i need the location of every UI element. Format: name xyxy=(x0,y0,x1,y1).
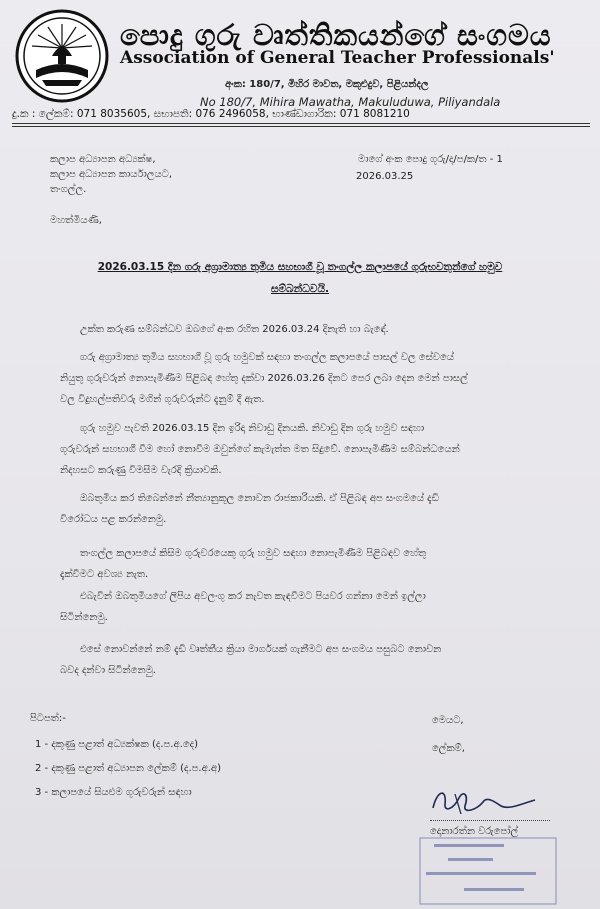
signatory-name: දොනාරත්න වරුපෝල් xyxy=(430,826,519,837)
paragraph-line: බවද දන්වා සිටින්නෙමු. xyxy=(60,665,156,676)
recipient-line-2: කලාප අධ්‍යාපන කාර්යාලයට, xyxy=(50,169,173,180)
org-name-english: Association of General Teacher Professionals' xyxy=(120,48,555,68)
paragraph-line: නියුතු ගුරුවරුන් නොපැමිණීම පිළිබඳ හේතු දක්වා 2026.03.26 දිනට පෙර ලබා දෙන මෙන් පාසල් xyxy=(60,373,468,384)
reference-number: මාගේ අංක පොදු ගුරු/ද/ප/ක/ත - 1 xyxy=(358,154,503,165)
letterhead-divider xyxy=(12,123,590,124)
letter-date: 2026.03.25 xyxy=(356,171,414,182)
paragraph-6 xyxy=(60,586,540,628)
paragraph-1 xyxy=(60,319,540,340)
phone-numbers: දු.ක : ලේකම්: 071 8035605, සභාපති: 076 2496058, භාණ්ඩාගාරික: 071 8081210 xyxy=(12,108,410,120)
signature-line xyxy=(430,820,550,821)
copy-item: 3 - කලාපයේ සියළුම ගුරුවරුන් සඳහා xyxy=(35,787,192,798)
paragraph-7 xyxy=(60,639,540,681)
paragraph-line: එසේ නොවන්නේ නම් දැඩි වෘත්තීය ක්‍රියා මාර්ගයක් ගැනීමට අප සංගමය පසුබට නොවන xyxy=(80,644,442,655)
paragraph-line: ගුරු හමුව පැවති 2026.03.15 දින ඉරිදා නිවාඩු දිනයකි. නිවාඩු දින ගුරු හමුව සඳහා xyxy=(80,423,425,434)
paragraph-5 xyxy=(60,543,540,585)
paragraph-4 xyxy=(60,488,540,530)
recipient-line-1: කලාප අධ්‍යාපන අධ්‍යක්ෂ, xyxy=(50,154,156,165)
subject-heading xyxy=(30,256,570,300)
salutation: මහත්මියණි, xyxy=(50,215,102,226)
paragraph-line: තංගල්ල කලාපයේ කිසිම ගුරුවරයෙකු ගුරු හමුව සඳහා නොපැමිණීම පිළිබඳව හේතු xyxy=(80,548,427,559)
letterhead-divider-2 xyxy=(12,126,590,127)
copy-item: 1 - දකුණු පළාත් අධ්‍යක්ෂක (ද.ප.අ.දෙ) xyxy=(35,739,198,750)
paragraph-line: නිදහසට කරුණු විමසීම වැරදි ක්‍රියාවකි. xyxy=(60,465,222,476)
recipient-line-3: තංගල්ල. xyxy=(50,184,87,195)
association-logo-icon xyxy=(14,8,110,104)
paragraph-2 xyxy=(60,347,540,410)
subject-line-2: සම්බන්ධවයි. xyxy=(270,283,329,295)
subject-line-1: 2026.03.15 දින ගරු අග්‍රාමාත්‍ය තුමිය සහභාගී වූ තංගල්ල කලාපයේ ගුරුභවතුන්ගේ හමුව xyxy=(97,261,503,273)
copy-item: 2 - දකුණු පළාත් අධ්‍යාපන ලේකම් (ද.ප.අ.අ) xyxy=(35,763,221,774)
paragraph-line: ගුරුවරුන් සහභාගී වීම හෝ නොවීම ඔවුන්ගේ කැමැත්ත මත සිදුවේ. නොපැමිණීම සම්බන්ධයෙන් xyxy=(60,444,460,455)
paragraph-line: එබැවින් ඔබතුමියගේ ලිපිය අවලංගු කර නැවත කැඳවීමට පියවර ගන්නා මෙන් ඉල්ලා xyxy=(80,591,426,602)
org-name-sinhala: පොදු ගුරු වෘත්තිකයන්ගේ සංගමය xyxy=(120,18,552,52)
paragraph-line: වල විදුහල්පතිවරු මගින් ගුරුවරුන්ට දැනුම් දී ඇත. xyxy=(60,394,265,405)
paragraph-line: විරෝධය පළ කරන්නෙමු. xyxy=(60,514,167,525)
paragraph-line: ගරු අග්‍රාමාත්‍ය තුමිය සහභාගී වූ ගුරු හමුවක් සඳහා තංගල්ල කලාපයේ පාසල් වල සේවයේ xyxy=(80,352,454,363)
copies-heading: පිටපත්:- xyxy=(30,713,66,724)
paragraph-line: උක්ත කරුණ සම්බන්ධව ඔබගේ අංක රහිත 2026.03.24 දිනැති හා බැඳේ. xyxy=(80,324,389,335)
closing-yours: මෙයට, xyxy=(432,715,464,726)
paragraph-line: ඔබතුමිය කර තිබෙන්නේ නීත්‍යානුකූල නොවන රාජකාරියකි. ඒ පිළිබඳ අප සංගමයේ දැඩි xyxy=(80,493,440,504)
address-sinhala: අංක: 180/7, මිහිර මාවත, මකුළුදුව, පිළියන්දල xyxy=(225,79,429,90)
closing-secretary: ලේකම්, xyxy=(432,743,465,754)
address-english: No 180/7, Mihira Mawatha, Makuluduwa, Piliyandala xyxy=(200,95,501,109)
signature-icon xyxy=(425,780,545,820)
paragraph-3 xyxy=(60,418,540,481)
paragraph-line: සිටින්නෙමු. xyxy=(60,612,108,623)
paragraph-line: දැක්වීමට අවශ්‍ය නැත. xyxy=(60,569,149,580)
official-stamp-icon xyxy=(418,836,558,906)
